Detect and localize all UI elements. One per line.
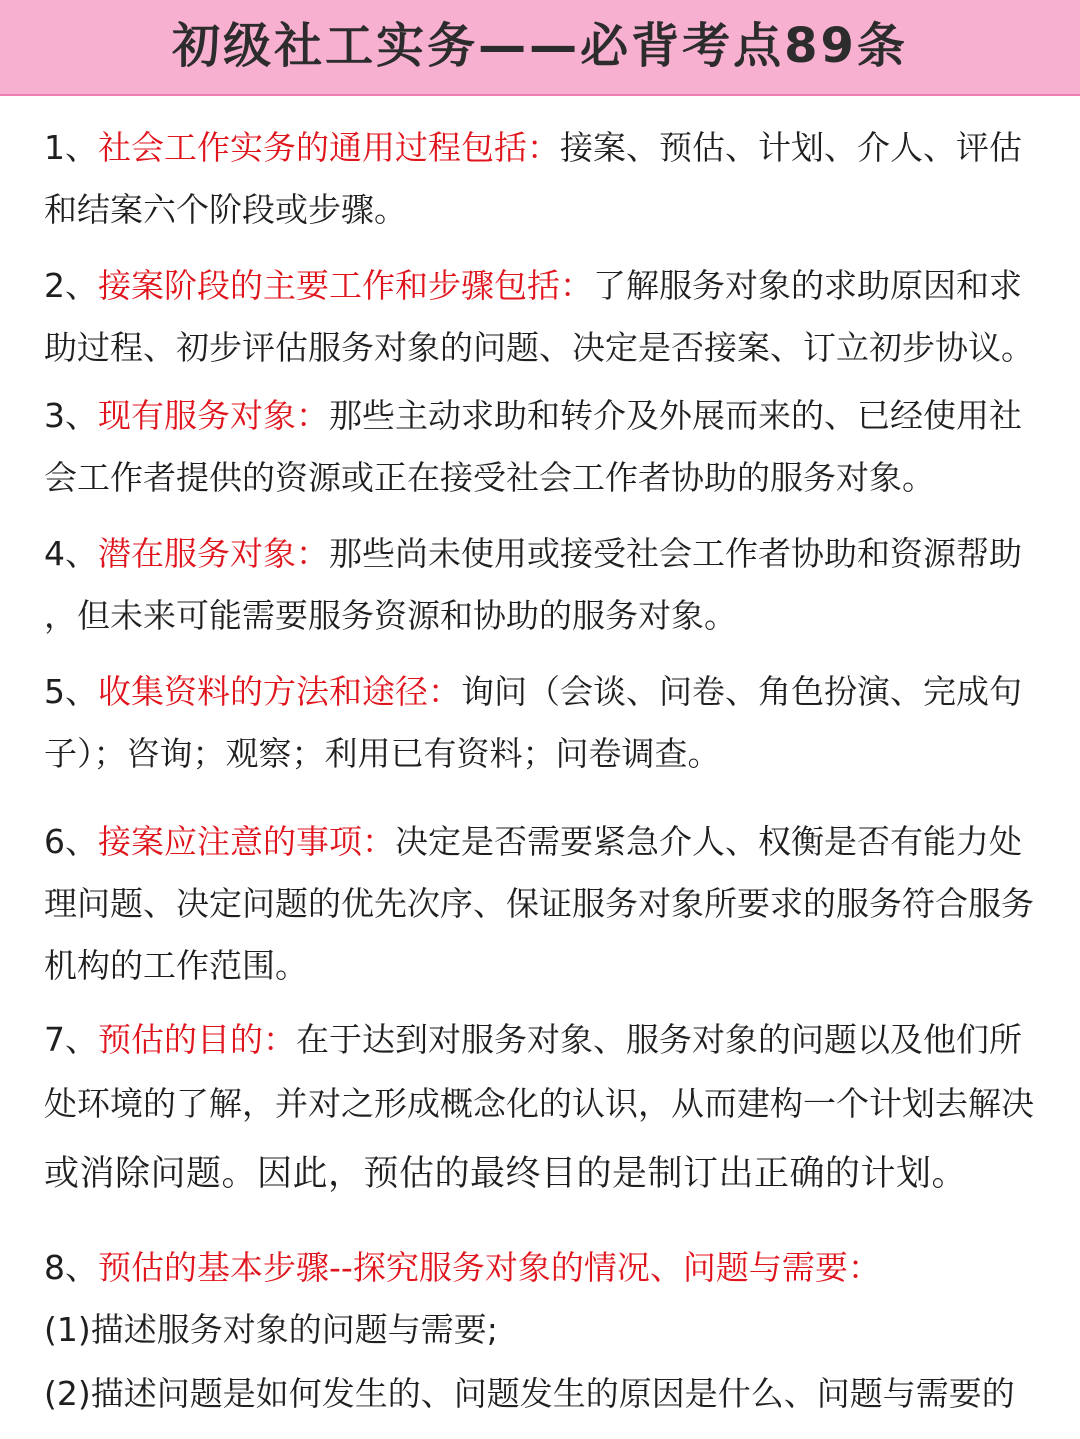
item-text: 那些尚未使用或接受社会工作者协助和资源帮助: [329, 534, 1022, 573]
item-number: 7、: [44, 1020, 98, 1059]
item-keyword: 预估的基本步骤--探究服务对象的情况、问题与需要：: [98, 1248, 881, 1287]
item-number: 3、: [44, 396, 98, 435]
item-keyword: 潜在服务对象：: [98, 534, 329, 573]
item-text: 决定是否需要紧急介人、权衡是否有能力处: [395, 822, 1022, 861]
item-text: 在于达到对服务对象、服务对象的问题以及他们所: [296, 1020, 1022, 1059]
item-5-line-2: 子）；咨询；观察；利用已有资料；问卷调查。: [44, 734, 721, 773]
item-text: 接案、预估、计划、介人、评估: [560, 128, 1022, 167]
item-8-line-2: (1)描述服务对象的问题与需要;: [44, 1310, 498, 1349]
item-number: 2、: [44, 266, 98, 305]
item-7-line-1: [44, 1018, 1022, 1062]
header-banner: [0, 0, 1080, 96]
item-7-line-2: 处环境的了解，并对之形成概念化的认识，从而建构一个计划去解决: [44, 1084, 1034, 1123]
item-8-line-1: [44, 1246, 881, 1290]
item-1-line-2: 和结案六个阶段或步骤。: [44, 190, 407, 229]
item-number: 4、: [44, 534, 98, 573]
item-4-line-1: [44, 532, 1022, 576]
item-keyword: 预估的目的：: [98, 1020, 296, 1059]
item-1-line-1: [44, 126, 1022, 170]
item-keyword: 现有服务对象：: [98, 396, 329, 435]
item-number: 6、: [44, 822, 98, 861]
item-3-line-1: [44, 394, 1022, 438]
item-2-line-2: 助过程、初步评估服务对象的问题、决定是否接案、订立初步协议。: [44, 328, 1034, 367]
item-3-line-2: 会工作者提供的资源或正在接受社会工作者协助的服务对象。: [44, 458, 935, 497]
item-keyword: 收集资料的方法和途径：: [98, 672, 461, 711]
item-number: 1、: [44, 128, 98, 167]
item-6-line-1: [44, 820, 1022, 864]
item-text: 了解服务对象的求助原因和求: [593, 266, 1022, 305]
item-number: 8、: [44, 1248, 98, 1287]
item-keyword: 接案阶段的主要工作和步骤包括：: [98, 266, 593, 305]
item-7-line-3: 或消除问题。因此，预估的最终目的是制订出正确的计划。: [44, 1154, 968, 1194]
item-keyword: 接案应注意的事项：: [98, 822, 395, 861]
item-keyword: 社会工作实务的通用过程包括：: [98, 128, 560, 167]
item-6-line-3: 机构的工作范围。: [44, 946, 308, 985]
page-title: 初级社工实务——必背考点89条: [172, 18, 908, 74]
item-text: 询问（会谈、问卷、角色扮演、完成句: [461, 672, 1022, 711]
item-6-line-2: 理问题、决定问题的优先次序、保证服务对象所要求的服务符合服务: [44, 884, 1034, 923]
item-8-line-3: (2)描述问题是如何发生的、问题发生的原因是什么、问题与需要的: [44, 1374, 1015, 1413]
item-text: 那些主动求助和转介及外展而来的、已经使用社: [329, 396, 1022, 435]
item-5-line-1: [44, 670, 1022, 714]
item-2-line-1: [44, 264, 1022, 308]
item-number: 5、: [44, 672, 98, 711]
item-4-line-2: ，但未来可能需要服务资源和协助的服务对象。: [44, 596, 737, 635]
